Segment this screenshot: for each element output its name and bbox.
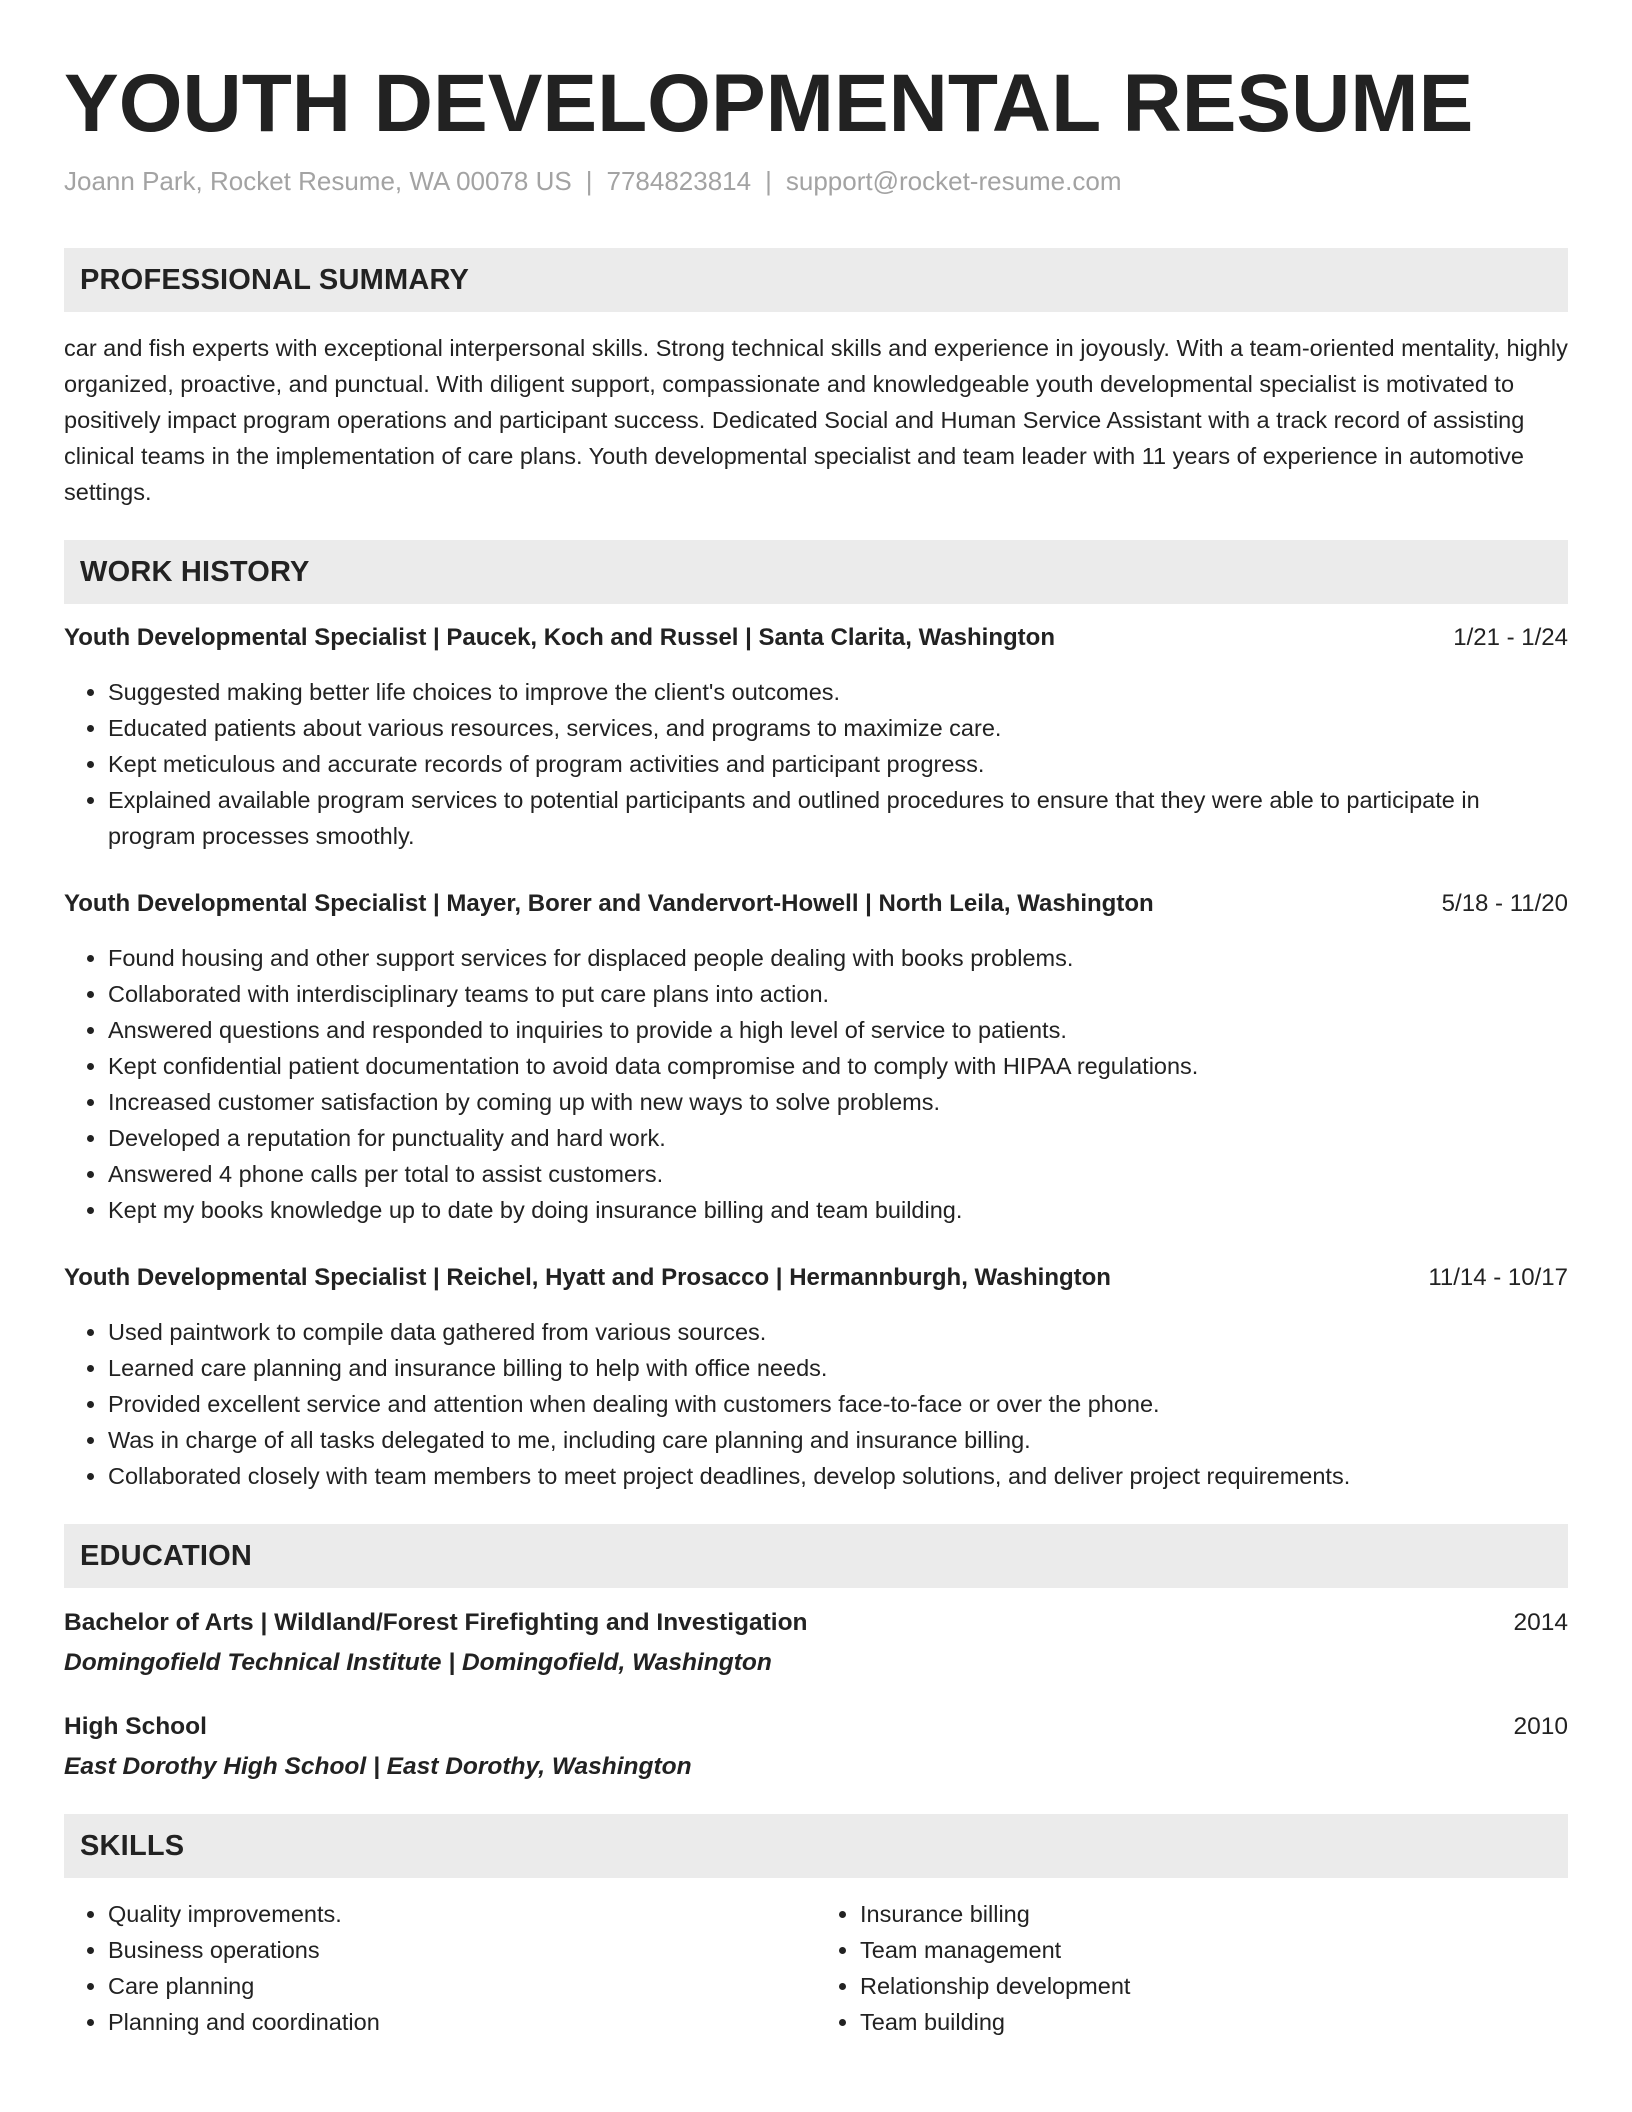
- job-dates: 11/14 - 10/17: [1428, 1264, 1568, 1291]
- job-title: Youth Developmental Specialist | Paucek, Koch and Russel | Santa Clarita, Washington: [64, 624, 1055, 651]
- job-bullets: [64, 674, 1568, 854]
- job-entry: [64, 888, 1568, 1228]
- list-item: • Educated patients about various resources, services, and programs to maximize care.: [108, 710, 1568, 746]
- education-header: [64, 1710, 1568, 1744]
- list-item: • Planning and coordination: [108, 2004, 816, 2040]
- list-item: • Increased customer satisfaction by coming up with new ways to solve problems.: [108, 1084, 1568, 1120]
- list-item: • Kept meticulous and accurate records of program activities and participant progress.: [108, 746, 1568, 782]
- education-degree: Bachelor of Arts | Wildland/Forest Firefighting and Investigation: [64, 1609, 808, 1636]
- job-title: Youth Developmental Specialist | Reichel, Hyatt and Prosacco | Hermannburgh, Washington: [64, 1264, 1111, 1291]
- contact-separator: |: [585, 166, 593, 196]
- contact-separator: |: [765, 166, 772, 196]
- job-header: [64, 888, 1568, 920]
- list-item: • Was in charge of all tasks delegated to me, including care planning and insurance billing.: [108, 1422, 1568, 1458]
- summary-text: car and fish experts with exceptional interpersonal skills. Strong technical skills and experience in joyously. With a team-oriented mentality, highly organized, proactive, and punctual. With diligent support, compassionate and knowledgeable youth developmental specialist is motivated to positively impact program operations and participant success. Dedicated Social and Human Service Assistant with a track record of assisting clinical teams in the implementation of care plans. Youth developmental specialist and team leader with 11 years of experience in automotive settings.: [64, 335, 1568, 505]
- job-dates: 1/21 - 1/24: [1453, 624, 1568, 651]
- list-item: • Team management: [860, 1932, 1568, 1968]
- list-item: • Developed a reputation for punctuality and hard work.: [108, 1120, 1568, 1156]
- list-item: • Care planning: [108, 1968, 816, 2004]
- list-item: • Team building: [860, 2004, 1568, 2040]
- list-item: • Provided excellent service and attention when dealing with customers face-to-face or over the phone.: [108, 1386, 1568, 1422]
- education-school: Domingofield Technical Institute | Domingofield, Washington: [64, 1649, 772, 1676]
- job-entry: [64, 1262, 1568, 1494]
- list-item: • Suggested making better life choices to improve the client's outcomes.: [108, 674, 1568, 710]
- list-item: • Learned care planning and insurance billing to help with office needs.: [108, 1350, 1568, 1386]
- contact-address: Joann Park, Rocket Resume, WA 00078 US: [64, 166, 572, 196]
- resume-title: YOUTH DEVELOPMENTAL RESUME: [64, 58, 1474, 149]
- list-item: • Kept my books knowledge up to date by doing insurance billing and team building.: [108, 1192, 1568, 1228]
- list-item: • Kept confidential patient documentation to avoid data compromise and to comply with HIPAA regulations.: [108, 1048, 1568, 1084]
- education-entry: [64, 1710, 1568, 1784]
- list-item: • Collaborated closely with team members to meet project deadlines, develop solutions, and deliver project requirements.: [108, 1458, 1568, 1494]
- education-degree: High School: [64, 1713, 207, 1740]
- education-year: 2014: [1513, 1609, 1568, 1636]
- skills-list: [64, 1896, 816, 2040]
- skills-grid: [64, 1896, 1568, 2040]
- skills-column-right: [816, 1896, 1568, 2040]
- list-item: • Explained available program services to potential participants and outlined procedures to ensure that they were able to participate in program processes smoothly.: [108, 782, 1568, 854]
- job-entry: [64, 622, 1568, 854]
- skills-column-left: [64, 1896, 816, 2040]
- list-item: • Found housing and other support services for displaced people dealing with books problems.: [108, 940, 1568, 976]
- education-school: East Dorothy High School | East Dorothy, Washington: [64, 1753, 692, 1780]
- skills-list: [816, 1896, 1568, 2040]
- job-header: [64, 622, 1568, 654]
- job-title: Youth Developmental Specialist | Mayer, Borer and Vandervort-Howell | North Leila, Washington: [64, 890, 1154, 917]
- list-item: • Quality improvements.: [108, 1896, 816, 1932]
- job-bullets: [64, 940, 1568, 1228]
- list-item: • Answered questions and responded to inquiries to provide a high level of service to patients.: [108, 1012, 1568, 1048]
- education-header: [64, 1606, 1568, 1640]
- list-item: • Business operations: [108, 1932, 816, 1968]
- list-item: • Insurance billing: [860, 1896, 1568, 1932]
- list-item: • Relationship development: [860, 1968, 1568, 2004]
- job-bullets: [64, 1314, 1568, 1494]
- list-item: • Used paintwork to compile data gathered from various sources.: [108, 1314, 1568, 1350]
- section-heading-education: EDUCATION: [64, 1524, 1568, 1588]
- section-heading-skills: SKILLS: [64, 1814, 1568, 1878]
- education-year: 2010: [1513, 1713, 1568, 1740]
- list-item: • Collaborated with interdisciplinary teams to put care plans into action.: [108, 976, 1568, 1012]
- job-header: [64, 1262, 1568, 1294]
- job-dates: 5/18 - 11/20: [1441, 890, 1568, 917]
- list-item: • Answered 4 phone calls per total to assist customers.: [108, 1156, 1568, 1192]
- education-entry: [64, 1606, 1568, 1680]
- contact-line: [64, 164, 1568, 198]
- section-heading-summary: PROFESSIONAL SUMMARY: [64, 248, 1568, 312]
- section-heading-work-history: WORK HISTORY: [64, 540, 1568, 604]
- contact-email: support@rocket-resume.com: [785, 166, 1122, 196]
- contact-phone: 7784823814: [606, 166, 752, 196]
